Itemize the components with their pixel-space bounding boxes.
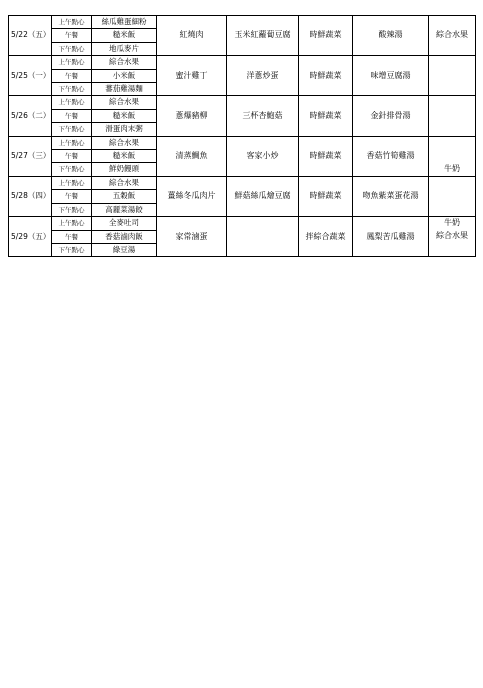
snack-staple-item: 綜合水果 [92,176,157,189]
slot-label: 下午點心 [52,123,92,136]
vegetable-cell: 時鮮蔬菜 [299,176,353,216]
slot-label: 午餐 [52,230,92,243]
extra-item: 綜合水果 [436,230,468,240]
snack-staple-item: 綜合水果 [92,56,157,69]
slot-label: 上午點心 [52,136,92,149]
side-dish-cell: 客家小炒 [227,136,299,176]
soup-cell: 吻魚紫菜蛋花湯 [353,176,429,216]
side-dish-cell: 洋蔥炒蛋 [227,56,299,96]
slot-label: 上午點心 [52,176,92,189]
side-dish-cell [227,217,299,257]
slot-label: 午餐 [52,29,92,42]
snack-staple-item: 糙米飯 [92,109,157,122]
snack-staple-item: 綜合水果 [92,136,157,149]
date-cell: 5/22（五） [9,16,52,56]
snack-staple-item: 高麗菜湯餃 [92,203,157,216]
extra-cell [429,136,476,176]
extra-cell [429,16,476,56]
side-dish-cell: 鮮菇絲瓜燴豆腐 [227,176,299,216]
soup-cell: 味增豆腐湯 [353,56,429,96]
day-row-5 [9,217,476,230]
day-row-0 [9,16,476,29]
slot-label: 上午點心 [52,16,92,29]
snack-staple-item: 五穀飯 [92,190,157,203]
slot-label: 下午點心 [52,203,92,216]
slot-label: 午餐 [52,150,92,163]
side-dish-cell: 三杯杏鮑菇 [227,96,299,136]
slot-label: 下午點心 [52,83,92,96]
snack-staple-item: 蕃茄雞湯麵 [92,83,157,96]
day-row-4 [9,176,476,189]
main-dish-cell: 蜜汁雞丁 [157,56,227,96]
slot-label: 上午點心 [52,217,92,230]
day-row-1 [9,56,476,69]
vegetable-cell: 時鮮蔬菜 [299,136,353,176]
day-row-2 [9,96,476,109]
soup-cell: 香菇竹筍雞湯 [353,136,429,176]
snack-staple-item: 綠豆湯 [92,243,157,256]
main-dish-cell: 紅燒肉 [157,16,227,56]
slot-label: 下午點心 [52,163,92,176]
snack-staple-item: 全麥吐司 [92,217,157,230]
vegetable-cell: 拌綜合蔬菜 [299,217,353,257]
slot-label: 午餐 [52,109,92,122]
extra-cell [429,217,476,257]
slot-label: 上午點心 [52,56,92,69]
slot-label: 上午點心 [52,96,92,109]
main-dish-cell: 家常滷蛋 [157,217,227,257]
day-row-3 [9,136,476,149]
slot-label: 午餐 [52,69,92,82]
snack-staple-item: 鮮奶饅頭 [92,163,157,176]
main-dish-cell: 蔥爆豬柳 [157,96,227,136]
snack-staple-item: 香菇滷肉飯 [92,230,157,243]
extra-cell [429,56,476,96]
extra-item: 牛奶 [444,164,460,174]
slot-label: 午餐 [52,190,92,203]
slot-label: 下午點心 [52,42,92,55]
vegetable-cell: 時鮮蔬菜 [299,56,353,96]
date-cell: 5/25（一） [9,56,52,96]
snack-staple-item: 糙米飯 [92,29,157,42]
extra-cell [429,96,476,136]
slot-label: 下午點心 [52,243,92,256]
menu-sheet [8,15,475,257]
date-cell: 5/27（三） [9,136,52,176]
snack-staple-item: 糙米飯 [92,150,157,163]
snack-staple-item: 滑蛋肉末粥 [92,123,157,136]
vegetable-cell: 時鮮蔬菜 [299,16,353,56]
snack-staple-item: 絲瓜雞蛋細粉 [92,16,157,29]
date-cell: 5/29（五） [9,217,52,257]
extra-cell [429,176,476,216]
main-dish-cell: 薑絲冬瓜肉片 [157,176,227,216]
extra-item: 牛奶 [444,218,460,228]
side-dish-cell: 玉米紅蘿蔔豆腐 [227,16,299,56]
snack-staple-item: 綜合水果 [92,96,157,109]
date-cell: 5/28（四） [9,176,52,216]
extra-item: 綜合水果 [436,30,468,40]
main-dish-cell: 清蒸鯛魚 [157,136,227,176]
soup-cell: 酸辣湯 [353,16,429,56]
date-cell: 5/26（二） [9,96,52,136]
snack-staple-item: 地瓜麥片 [92,42,157,55]
menu-table [8,15,476,257]
vegetable-cell: 時鮮蔬菜 [299,96,353,136]
soup-cell: 金針排骨湯 [353,96,429,136]
soup-cell: 鳳梨苦瓜雞湯 [353,217,429,257]
snack-staple-item: 小米飯 [92,69,157,82]
